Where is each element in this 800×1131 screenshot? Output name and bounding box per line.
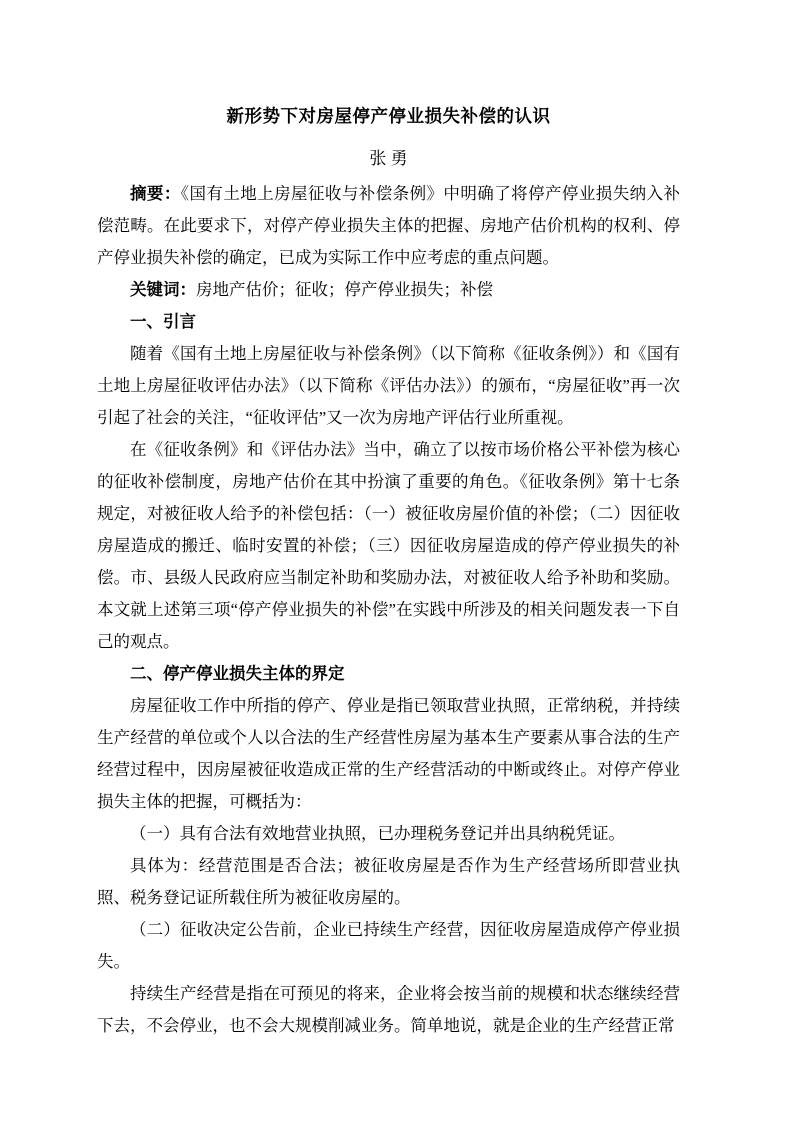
abstract-text: 《国有土地上房屋征收与补偿条例》中明确了将停产停业损失纳入补偿范畴。在此要求下，对停产停业损失主体的把握、房地产估价机构的权利、停产停业损失补偿的确定，已成为实际工作中应考虑的重点问题。 [97,184,681,267]
doc-title: 新形势下对房屋停产停业损失补偿的认识 [226,106,551,126]
paragraph-intro-1: 随着《国有土地上房屋征收与补偿条例》（以下简称《征收条例》）和《国有土地上房屋征收评估办法》（以下简称《评估办法》）的颁布，“房屋征收”再一次引起了社会的关注，“征收评估”又一次为房地产评估行业所重视。 [97,344,680,427]
abstract-label: 摘要： [130,184,181,203]
keywords-text: 房地产估价；征收；停产停业损失；补偿 [196,280,493,299]
paragraph-subject-3: 具体为：经营范围是否合法；被征收房屋是否作为生产经营场所即营业执照、税务登记证所载住所为被征收房屋的。 [97,856,680,907]
section-heading-loss-subject-definition: 二、停产停业损失主体的界定 [130,664,345,683]
doc-body [97,178,680,1042]
page-content [97,100,680,1042]
paragraph-subject-4: （二）征收决定公告前，企业已持续生产经营，因征收房屋造成停产停业损失。 [97,920,680,971]
paragraph-subject-5: 持续生产经营是指在可预见的将来，企业将会按当前的规模和状态继续经营下去，不会停业，也不会大规模削减业务。简单地说，就是企业的生产经营正常 [97,984,680,1035]
paragraph-subject-1: 房屋征收工作中所指的停产、停业是指已领取营业执照，正常纳税，并持续生产经营的单位或个人以合法的生产经营性房屋为基本生产要素从事合法的生产经营过程中，因房屋被征收造成正常的生产经营活动的中断或终止。对停产停业损失主体的把握，可概括为： [97,696,680,811]
doc-author: 张 勇 [369,149,408,168]
paragraph-subject-2: （一）具有合法有效地营业执照，已办理税务登记并出具纳税凭证。 [130,824,625,843]
keywords-paragraph [97,274,680,306]
paragraph-intro-2: 在《征收条例》和《评估办法》当中，确立了以按市场价格公平补偿为核心的征收补偿制度，房地产估价在其中扮演了重要的角色。《征收条例》第十七条规定，对被征收人给予的补偿包括：（一）被征收房屋价值的补偿；（二）因征收房屋造成的搬迁、临时安置的补偿；（三）因征收房屋造成的停产停业损失的补偿。市、县级人民政府应当制定补助和奖励办法，对被征收人给予补助和奖励。本文就上述第三项“停产停业损失的补偿”在实践中所涉及的相关问题发表一下自己的观点。 [97,440,680,651]
section-heading-introduction: 一、引言 [130,312,196,331]
abstract-paragraph [97,178,680,274]
keywords-label: 关键词： [130,280,196,299]
